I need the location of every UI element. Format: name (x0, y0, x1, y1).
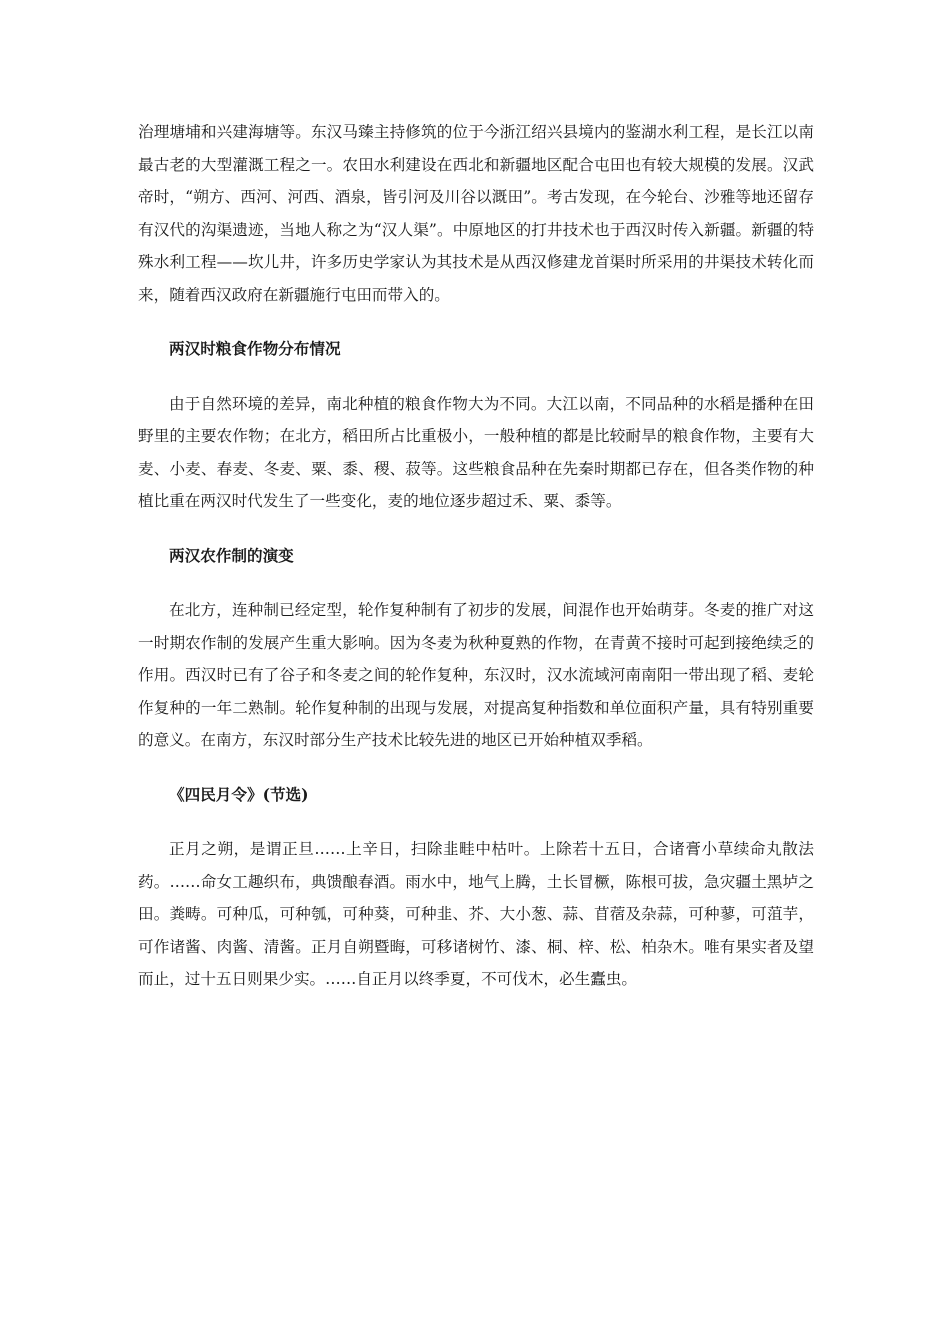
section-body-grain-crops: 由于自然环境的差异，南北种植的粮食作物大为不同。大江以南，不同品种的水稻是播种在田野里的主要农作物；在北方，稻田所占比重极小，一般种植的都是比较耐旱的粮食作物，主要有大麦、小麦、春麦、冬麦、粟、黍、稷、菽等。这些粮食品种在先秦时期都已存在，但各类作物的种植比重在两汉时代发生了一些变化，麦的地位逐步超过禾、粟、黍等。 (138, 394, 814, 510)
section-heading-farming-system: 两汉农作制的演变 (169, 545, 294, 565)
document-page (138, 116, 814, 996)
section-heading-grain-crops: 两汉时粮食作物分布情况 (169, 339, 341, 358)
section-body-simin-yueling: 正月之朔，是谓正旦……上辛日，扫除韭畦中枯叶。上除若十五日，合诸膏小草续命丸散法药。……命女工趣织布，典馈酿春酒。雨水中，地气上腾，土长冒橛，陈根可拔，急灾疆土黑垆之田。粪畴。可种瓜，可种瓠，可种葵，可种韭、芥、大小葱、蒜、苜蓿及杂蒜，可种蓼，可菹芋，可作诸酱、肉酱、清酱。正月自朔暨晦，可移诸树竹、漆、桐、梓、松、柏杂木。唯有果实者及望而止，过十五日则果少实。……自正月以终季夏，不可伐木，必生蠹虫。 (138, 840, 814, 988)
section-heading-simin-yueling: 《四民月令》(节选) (169, 784, 309, 804)
intro-paragraph: 治理塘埔和兴建海塘等。东汉马臻主持修筑的位于今浙江绍兴县境内的鉴湖水利工程，是长江以南最古老的大型灌溉工程之一。农田水利建设在西北和新疆地区配合屯田也有较大规模的发展。汉武帝时，“朔方、西河、河西、酒泉，皆引河及川谷以溉田”。考古发现，在今轮台、沙雅等地还留存有汉代的沟渠遗迹，当地人称之为“汉人渠”。中原地区的打井技术也于西汉时传入新疆。新疆的特殊水利工程——坎儿井，许多历史学家认为其技术是从西汉修建龙首渠时所采用的井渠技术转化而来，随着西汉政府在新疆施行屯田而带入的。 (138, 123, 814, 304)
section-body-farming-system: 在北方，连种制已经定型，轮作复种制有了初步的发展，间混作也开始萌芽。冬麦的推广对这一时期农作制的发展产生重大影响。因为冬麦为秋种夏熟的作物，在青黄不接时可起到接绝续乏的作用。西汉时已有了谷子和冬麦之间的轮作复种，东汉时，汉水流域河南南阳一带出现了稻、麦轮作复种的一年二熟制。轮作复种制的出现与发展，对提高复种指数和单位面积产量，具有特别重要的意义。在南方，东汉时部分生产技术比较先进的地区已开始种植双季稻。 (138, 601, 814, 749)
